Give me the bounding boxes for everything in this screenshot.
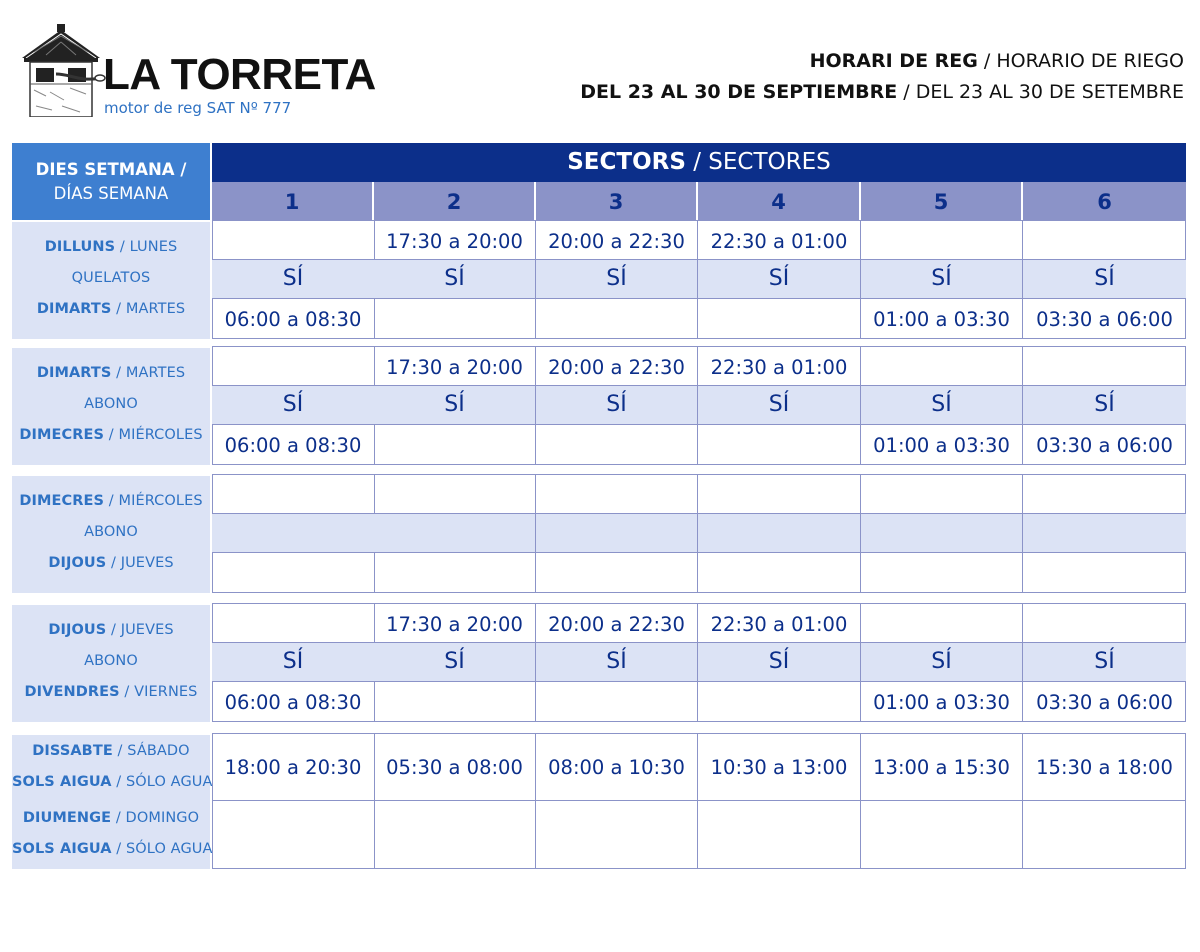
sector-active-mark: SÍ — [1023, 260, 1186, 299]
schedule-cell: 17:30 a 20:00 — [374, 221, 536, 260]
schedule-cell — [1023, 221, 1186, 260]
day-label: SOLS AIGUA / SÓLO AGUA — [12, 774, 213, 790]
schedule-cell — [212, 347, 375, 386]
schedule-group-2 — [212, 346, 1186, 465]
tower-icon — [16, 22, 106, 117]
schedule-cell — [698, 553, 861, 592]
day-label: DILLUNS / LUNES — [44, 239, 178, 255]
schedule-cell: 20:00 a 22:30 — [536, 221, 698, 260]
schedule-cell — [536, 475, 698, 514]
day-label: DIVENDRES / VIERNES — [24, 684, 198, 700]
schedule-cell — [698, 682, 861, 721]
schedule-cell: 01:00 a 03:30 — [861, 682, 1023, 721]
schedule-cell — [861, 801, 1023, 868]
schedule-cell — [1023, 801, 1186, 868]
schedule-cell: 01:00 a 03:30 — [861, 425, 1023, 464]
schedule-cell — [698, 425, 861, 464]
day-labels-group-2 — [12, 348, 210, 465]
schedule-cell — [374, 475, 536, 514]
brand-subtitle: motor de reg SAT Nº 777 — [104, 99, 292, 117]
schedule-cell — [374, 682, 536, 721]
sector-number-1: 1 — [212, 182, 374, 220]
schedule-cell — [698, 801, 861, 868]
sector-active-mark: SÍ — [698, 260, 861, 299]
schedule-cell — [536, 425, 698, 464]
sector-active-mark: SÍ — [374, 260, 536, 299]
schedule-cell — [861, 347, 1023, 386]
schedule-cell — [212, 553, 375, 592]
schedule-cell: 03:30 a 06:00 — [1036, 308, 1173, 331]
sector-active-mark: SÍ — [861, 643, 1023, 682]
brand-name: LA TORRETA — [103, 50, 376, 99]
schedule-cell: 22:30 a 01:00 — [698, 604, 861, 643]
schedule-cell: 22:30 a 01:00 — [698, 221, 861, 260]
sector-active-mark: SÍ — [374, 386, 536, 425]
schedule-cell — [698, 514, 861, 553]
sector-number-4: 4 — [698, 182, 861, 220]
sector-active-mark: SÍ — [698, 643, 861, 682]
schedule-cell — [698, 475, 861, 514]
schedule-group-1 — [212, 220, 1186, 339]
schedule-group-4 — [212, 603, 1186, 722]
day-labels-group-5 — [12, 735, 213, 869]
schedule-cell — [536, 682, 698, 721]
schedule-cell — [212, 801, 375, 868]
schedule-cell: 17:30 a 20:00 — [374, 604, 536, 643]
schedule-cell — [861, 475, 1023, 514]
schedule-cell — [1023, 475, 1186, 514]
day-label: ABONO — [84, 653, 138, 669]
sector-number-3: 3 — [536, 182, 698, 220]
day-label: QUELATOS — [71, 270, 151, 286]
schedule-cell: 20:00 a 22:30 — [536, 347, 698, 386]
day-label: DIJOUS / JUEVES — [48, 622, 174, 638]
schedule-cell: 17:30 a 20:00 — [374, 347, 536, 386]
schedule-cell — [536, 514, 698, 553]
schedule-cell: 18:00 a 20:30 — [212, 734, 375, 801]
day-label: DISSABTE / SÁBADO — [32, 743, 190, 759]
schedule-cell — [861, 514, 1023, 553]
schedule-cell — [536, 299, 698, 338]
schedule-cell: 22:30 a 01:00 — [698, 347, 861, 386]
schedule-cell — [374, 514, 536, 553]
schedule-cell — [1023, 347, 1186, 386]
sector-active-mark: SÍ — [212, 643, 375, 682]
schedule-cell: 06:00 a 08:30 — [212, 425, 375, 464]
sector-active-mark: SÍ — [698, 386, 861, 425]
sector-active-mark: SÍ — [536, 260, 698, 299]
sector-active-mark: SÍ — [861, 386, 1023, 425]
day-label: ABONO — [84, 396, 138, 412]
sector-active-mark: SÍ — [1023, 386, 1186, 425]
schedule-group-5 — [212, 733, 1186, 869]
schedule-cell — [212, 475, 375, 514]
day-labels-group-3 — [12, 476, 210, 593]
date-range: DEL 23 AL 30 DE SEPTIEMBRE / DEL 23 AL 30 DE SETEMBRE — [580, 81, 1184, 103]
day-label: DIMECRES / MIÉRCOLES — [19, 427, 203, 443]
sector-active-mark: SÍ — [861, 260, 1023, 299]
sector-number-2: 2 — [374, 182, 536, 220]
schedule-cell — [374, 801, 536, 868]
schedule-cell — [861, 604, 1023, 643]
day-label: DIUMENGE / DOMINGO — [22, 810, 200, 826]
schedule-cell — [212, 604, 375, 643]
days-column-header: DIES SETMANA / DÍAS SEMANA — [12, 143, 210, 220]
schedule-cell — [1023, 514, 1186, 553]
sector-active-mark: SÍ — [212, 260, 375, 299]
sector-active-mark: SÍ — [536, 386, 698, 425]
day-label: SOLS AIGUA / SÓLO AGUA — [12, 841, 213, 857]
schedule-cell: 06:00 a 08:30 — [212, 682, 375, 721]
schedule-cell — [374, 553, 536, 592]
schedule-cell — [536, 801, 698, 868]
sector-active-mark: SÍ — [374, 643, 536, 682]
day-label: DIJOUS / JUEVES — [48, 555, 174, 571]
day-labels-group-1 — [12, 222, 210, 339]
schedule-cell: 10:30 a 13:00 — [698, 734, 861, 801]
schedule-cell: 06:00 a 08:30 — [212, 299, 375, 338]
sector-active-mark: SÍ — [536, 643, 698, 682]
day-labels-group-4 — [12, 605, 210, 722]
schedule-cell — [698, 299, 861, 338]
day-label: DIMARTS / MARTES — [36, 301, 186, 317]
schedule-cell — [861, 553, 1023, 592]
day-label: ABONO — [84, 524, 138, 540]
schedule-cell — [212, 514, 375, 553]
schedule-cell — [1023, 553, 1186, 592]
schedule-cell — [374, 425, 536, 464]
schedule-cell — [374, 299, 536, 338]
sector-active-mark: SÍ — [212, 386, 375, 425]
sector-number-6: 6 — [1023, 182, 1186, 220]
day-label: DIMECRES / MIÉRCOLES — [19, 493, 203, 509]
schedule-cell — [861, 221, 1023, 260]
schedule-group-3 — [212, 474, 1186, 593]
sector-active-mark: SÍ — [1023, 643, 1186, 682]
schedule-cell: 05:30 a 08:00 — [374, 734, 536, 801]
schedule-cell: 03:30 a 06:00 — [1036, 434, 1173, 457]
schedule-cell: 01:00 a 03:30 — [861, 299, 1023, 338]
schedule-cell — [212, 221, 375, 260]
schedule-cell — [536, 553, 698, 592]
schedule-cell: 13:00 a 15:30 — [861, 734, 1023, 801]
schedule-cell: 15:30 a 18:00 — [1023, 734, 1186, 801]
schedule-cell — [1023, 604, 1186, 643]
schedule-cell: 03:30 a 06:00 — [1036, 691, 1173, 714]
schedule-cell: 20:00 a 22:30 — [536, 604, 698, 643]
page-title: HORARI DE REG / HORARIO DE RIEGO — [809, 50, 1184, 72]
sectors-header: SECTORS / SECTORES — [212, 143, 1186, 182]
schedule-cell: 08:00 a 10:30 — [536, 734, 698, 801]
day-label: DIMARTS / MARTES — [36, 365, 186, 381]
sector-number-5: 5 — [861, 182, 1023, 220]
